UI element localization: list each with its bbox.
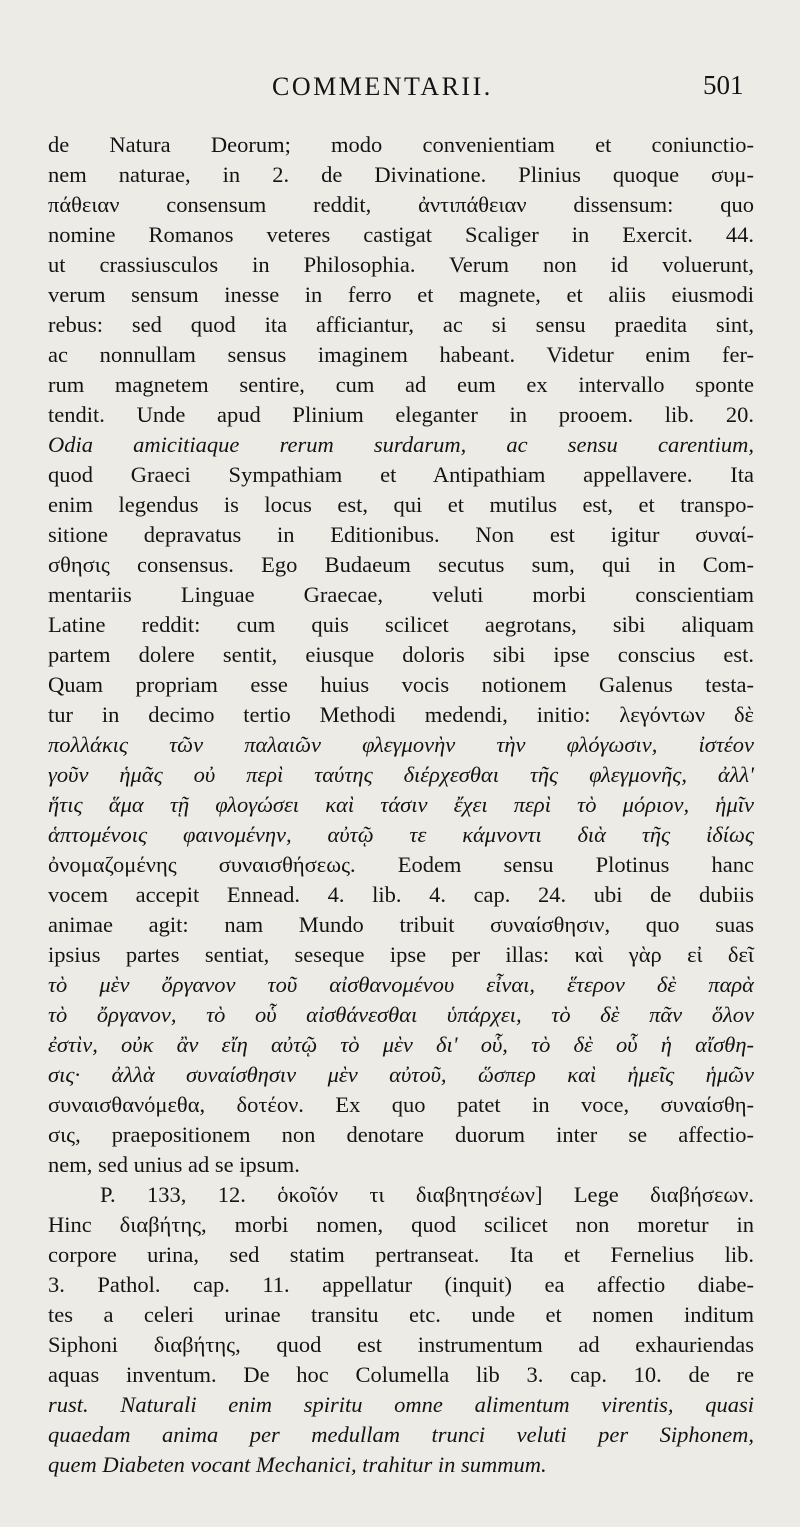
text-line: ac nonnullam sensus imaginem habeant. Videtur enim fer-: [48, 342, 754, 367]
greek-text-line: σις· ἀλλὰ συναίσθησιν μὲν αὐτοῦ, ὥσπερ καὶ ἡμεῖς ἡμῶν: [48, 1062, 754, 1087]
paragraph-first-line: P. 133, 12. ὁκοῖόν τι διαβητησέων] Lege διαβήσεων.: [100, 1182, 754, 1207]
greek-text-line: τὸ μὲν ὄργανον τοῦ αἰσθανομένου εἶναι, ἕτερον δὲ παρὰ: [48, 972, 754, 997]
text-line: πάθειαν consensum reddit, ἀντιπάθειαν dissensum: quo: [48, 192, 754, 217]
running-head: COMMENTARII.: [272, 72, 493, 101]
greek-text-line: τὸ ὄργανον, τὸ οὗ αἰσθάνεσθαι ὑπάρχει, τὸ δὲ πᾶν ὅλον: [48, 1002, 754, 1027]
text-line: partem dolere sentit, eiusque doloris sibi ipse conscius est.: [48, 642, 754, 667]
text-line: συναισθανόμεθα, δοτέον. Ex quo patet in voce, συναίσθη-: [48, 1092, 754, 1117]
text-line: 3. Pathol. cap. 11. appellatur (inquit) ea affectio diabe-: [48, 1272, 754, 1297]
greek-text-line: γοῦν ἡμᾶς οὐ περὶ ταύτης διέρχεσθαι τῆς φλεγμονῆς, ἀλλ': [48, 762, 754, 787]
text-line: Latine reddit: cum quis scilicet aegrotans, sibi aliquam: [48, 612, 754, 637]
page-header: [0, 70, 800, 106]
text-line: enim legendus is locus est, qui et mutilus est, et transpo-: [48, 492, 754, 517]
text-line: tes a celeri urinae transitu etc. unde et nomen inditum: [48, 1302, 754, 1327]
greek-text-line: πολλάκις τῶν παλαιῶν φλεγμονὴν τὴν φλόγωσιν, ἰστέον: [48, 732, 754, 757]
text-line: nem naturae, in 2. de Divinatione. Plinius quoque συμ-: [48, 162, 754, 187]
text-line: ὀνομαζομένης συναισθήσεως. Eodem sensu Plotinus hanc: [48, 852, 754, 877]
text-line: mentariis Linguae Graecae, veluti morbi conscientiam: [48, 582, 754, 607]
greek-text-line: ἁπτομένοις φαινομένην, αὐτῷ τε κάμνοντι διὰ τῆς ἰδίως: [48, 822, 754, 847]
text-line: Quam propriam esse huius vocis notionem Galenus testa-: [48, 672, 754, 697]
text-line: ut crassiusculos in Philosophia. Verum non id voluerunt,: [48, 252, 754, 277]
text-line: sitione depravatus in Editionibus. Non est igitur συναί-: [48, 522, 754, 547]
text-line: Hinc διαβήτης, morbi nomen, quod scilicet non moretur in: [48, 1212, 754, 1237]
page-number: 501: [703, 70, 744, 100]
commentary-text: [48, 130, 754, 1480]
text-line: verum sensum inesse in ferro et magnete, et aliis eiusmodi: [48, 282, 754, 307]
text-line: σις, praepositionem non denotare duorum inter se affectio-: [48, 1122, 754, 1147]
text-line: tendit. Unde apud Plinium eleganter in prooem. lib. 20.: [48, 402, 754, 427]
text-line: quaedam anima per medullam trunci veluti per Siphonem,: [48, 1422, 754, 1447]
text-line: de Natura Deorum; modo convenientiam et coniunctio-: [48, 132, 754, 157]
text-line: Siphoni διαβήτης, quod est instrumentum ad exhauriendas: [48, 1332, 754, 1357]
text-line: quod Graeci Sympathiam et Antipathiam appellavere. Ita: [48, 462, 754, 487]
text-line: corpore urina, sed statim pertranseat. Ita et Fernelius lib.: [48, 1242, 754, 1267]
text-line: rust. Naturali enim spiritu omne alimentum virentis, quasi: [48, 1392, 754, 1417]
text-line: quem Diabeten vocant Mechanici, trahitur in summum.: [48, 1452, 547, 1477]
greek-text-line: ἥτις ἅμα τῇ φλογώσει καὶ τάσιν ἔχει περὶ τὸ μόριον, ἡμῖν: [48, 792, 754, 817]
text-line: nomine Romanos veteres castigat Scaliger in Exercit. 44.: [48, 222, 754, 247]
text-line: tur in decimo tertio Methodi medendi, initio: λεγόντων δὲ: [48, 702, 754, 727]
text-line: aquas inventum. De hoc Columella lib 3. cap. 10. de re: [48, 1362, 754, 1387]
text-line: rum magnetem sentire, cum ad eum ex intervallo sponte: [48, 372, 754, 397]
text-line: ipsius partes sentiat, seseque ipse per illas: καὶ γὰρ εἰ δεῖ: [48, 942, 754, 967]
text-line: vocem accepit Ennead. 4. lib. 4. cap. 24. ubi de dubiis: [48, 882, 754, 907]
text-line: Odia amicitiaque rerum surdarum, ac sensu carentium,: [48, 432, 754, 457]
text-line: σθησις consensus. Ego Budaeum secutus sum, qui in Com-: [48, 552, 754, 577]
text-line: rebus: sed quod ita afficiantur, ac si sensu praedita sint,: [48, 312, 754, 337]
text-line: nem, sed unius ad se ipsum.: [48, 1152, 300, 1177]
greek-text-line: ἐστὶν, οὐκ ἂν εἴη αὐτῷ τὸ μὲν δι' οὗ, τὸ δὲ οὗ ἡ αἴσθη-: [48, 1032, 754, 1057]
text-line: animae agit: nam Mundo tribuit συναίσθησιν, quo suas: [48, 912, 754, 937]
